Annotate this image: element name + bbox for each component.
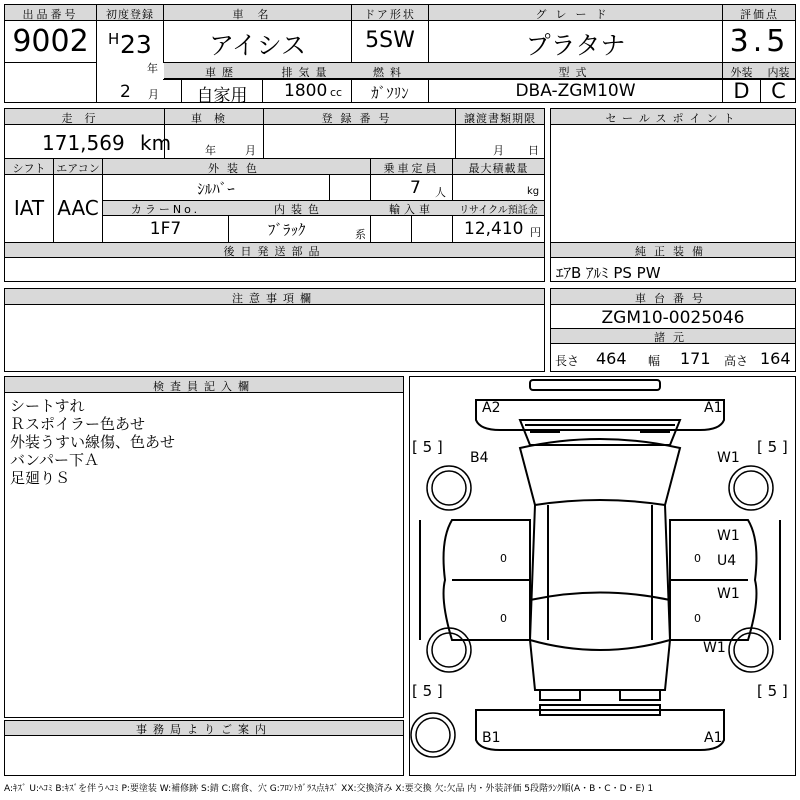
mark-left-door2: 0 xyxy=(500,612,507,625)
seating: 7 xyxy=(410,178,421,198)
month-unit: 月 xyxy=(148,88,159,101)
score: 3.5 xyxy=(729,24,790,59)
seating-label: 乗車定員 xyxy=(383,162,440,175)
shift: IAT xyxy=(13,196,45,220)
tire-tl-score: [ 5 ] xyxy=(412,438,443,456)
mileage-unit: km xyxy=(140,131,172,155)
tire-tr-score: [ 5 ] xyxy=(757,438,788,456)
caution-label: 注意事項欄 xyxy=(232,292,317,305)
displacement: 1800 xyxy=(284,81,328,101)
reg-year: 23 xyxy=(120,30,152,59)
inspection-year-unit: 年 xyxy=(205,144,216,157)
sales-point-label: セールスポイント xyxy=(605,112,741,125)
displacement-unit: cc xyxy=(330,86,343,99)
ext-color: ｼﾙﾊﾞｰ xyxy=(197,180,235,198)
inspector-label: 検査員記入欄 xyxy=(153,380,255,393)
color-no: 1F7 xyxy=(149,219,182,239)
transfer-month-unit: 月 xyxy=(493,144,504,157)
reg-no-label: 登録番号 xyxy=(321,112,398,125)
year-unit: 年 xyxy=(147,62,158,75)
legend: A:ｷｽﾞ U:ﾍｺﾐ B:ｷｽﾞを伴うﾍｺﾐ P:要塗装 W:補修跡 S:錆 C:腐食、穴 G:ﾌﾛﾝﾄｶﾞﾗｽ点ｷｽﾞ XX:交換済み X:要交換 欠:欠品 内・外装評価 5段階ﾗﾝｸ順(A・B・C・D・E) 1 xyxy=(4,784,654,794)
interior-label: 内装 xyxy=(767,66,790,79)
interior-grade: C xyxy=(771,79,786,103)
mark-right-front: W1 xyxy=(717,450,740,466)
mark-rear-left: B1 xyxy=(482,730,501,746)
displacement-label: 排気量 xyxy=(281,66,333,79)
int-color-unit: 系 xyxy=(355,228,366,241)
mark-right-rear: W1 xyxy=(703,640,726,656)
mileage: 171,569 xyxy=(42,131,125,155)
height-label: 高さ xyxy=(724,354,749,368)
ac: AAC xyxy=(57,196,99,220)
width-label: 幅 xyxy=(648,354,661,368)
model: DBA-ZGM10W xyxy=(515,81,636,101)
inspector-line-4: バンパー下Ａ xyxy=(10,451,99,469)
mark-left-door1: 0 xyxy=(500,552,507,565)
fuel-label: 燃料 xyxy=(373,66,407,79)
mark-right-door2c: 0 xyxy=(694,612,701,625)
height: 164 xyxy=(760,349,791,368)
shift-label: シフト xyxy=(12,162,46,175)
car-name: アイシス xyxy=(208,31,306,60)
mark-right-door2: W1 xyxy=(717,586,740,602)
chassis: ZGM10-0025046 xyxy=(601,308,745,328)
max-load-label: 最大積載量 xyxy=(468,162,529,175)
mark-right-door1c: 0 xyxy=(694,552,701,565)
tire-bl-score: [ 5 ] xyxy=(412,682,443,700)
chassis-label: 車台番号 xyxy=(635,292,711,305)
mark-front-right: A1 xyxy=(704,400,723,416)
later-parts-label: 後日発送部品 xyxy=(223,245,326,258)
recycle-label: リサイクル預託金 xyxy=(459,205,538,216)
door-label: ドア形状 xyxy=(364,8,416,21)
mark-right-door1: W1 xyxy=(717,528,740,544)
door: 5SW xyxy=(365,28,415,53)
length: 464 xyxy=(596,349,627,368)
mark-rear-right: A1 xyxy=(704,730,723,746)
era: H xyxy=(108,30,120,48)
transfer-day-unit: 日 xyxy=(528,144,539,157)
exterior-label: 外装 xyxy=(730,66,753,79)
model-label: 型式 xyxy=(558,66,593,79)
history-label: 車歴 xyxy=(205,66,239,79)
inspector-line-1: シートすれ xyxy=(10,397,85,415)
mileage-label: 走行 xyxy=(61,112,108,125)
grade: プラタナ xyxy=(525,31,626,60)
seating-unit: 人 xyxy=(435,186,446,199)
car-name-label: 車名 xyxy=(232,8,283,21)
length-label: 長さ xyxy=(555,354,580,368)
grade-label: グレード xyxy=(535,8,616,21)
equipment: ｴｱB ｱﾙﾐ PS PW xyxy=(556,264,661,282)
recycle: 12,410 xyxy=(464,219,524,239)
inspector-line-5: 足廻りＳ xyxy=(10,469,71,487)
mark-front-left: A2 xyxy=(482,400,501,416)
fuel: ｶﾞｿﾘﾝ xyxy=(371,84,409,102)
inspection-label: 車検 xyxy=(191,112,237,125)
history: 自家用 xyxy=(196,86,248,106)
recycle-unit: 円 xyxy=(530,226,541,239)
score-label: 評価点 xyxy=(740,8,779,21)
lot-no-label: 出品番号 xyxy=(22,8,79,21)
int-color-label: 内装色 xyxy=(274,203,325,216)
office-label: 事務局よりご案内 xyxy=(136,723,272,736)
specs-label: 諸元 xyxy=(654,331,692,344)
int-color: ﾌﾞﾗｯｸ xyxy=(268,221,306,239)
inspection-month-unit: 月 xyxy=(245,144,256,157)
ac-label: エアコン xyxy=(56,162,100,175)
equipment-label: 純正装備 xyxy=(635,245,711,258)
exterior-grade: D xyxy=(733,79,750,103)
width: 171 xyxy=(680,349,711,368)
mark-left-front: B4 xyxy=(470,450,489,466)
max-load-unit: kg xyxy=(527,186,540,197)
import-label: 輸入車 xyxy=(389,203,434,216)
inspector-line-2: Ｒスポイラー色あせ xyxy=(10,415,146,433)
transfer-label: 譲渡書類期限 xyxy=(464,112,536,125)
inspector-line-3: 外装うすい線傷、色あせ xyxy=(10,433,176,451)
first-reg-label: 初度登録 xyxy=(106,8,154,21)
tire-br-score: [ 5 ] xyxy=(757,682,788,700)
reg-month: 2 xyxy=(120,82,131,102)
lot-no: 9002 xyxy=(12,24,89,59)
mark-right-door1b: U4 xyxy=(717,553,737,569)
ext-color-label: 外装色 xyxy=(208,162,265,175)
color-no-label: カラーNo. xyxy=(130,203,201,216)
